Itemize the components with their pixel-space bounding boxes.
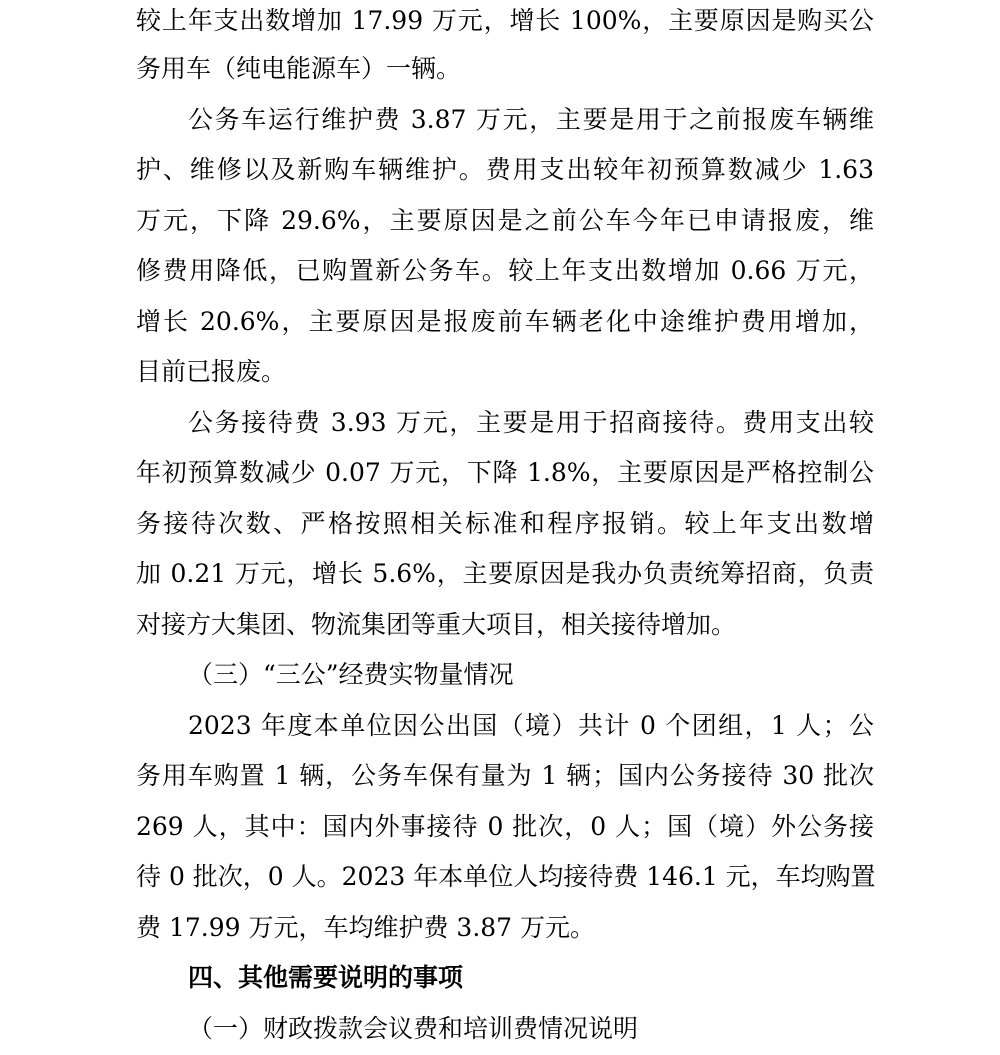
line-text: 增长 20.6%，主要原因是报废前车辆老化中途维护费用增加， xyxy=(136,307,874,336)
section-subheading xyxy=(0,1003,1000,1055)
text-line xyxy=(0,750,1000,802)
text-line xyxy=(0,599,1000,651)
text-line xyxy=(0,851,1000,903)
line-text: 务用车（纯电能源车）一辆。 xyxy=(136,54,462,83)
text-line xyxy=(0,94,1000,146)
text-line xyxy=(0,144,1000,196)
line-text: 较上年支出数增加 17.99 万元，增长 100%，主要原因是购买公 xyxy=(136,6,874,35)
line-text: 费 17.99 万元，车均维护费 3.87 万元。 xyxy=(136,913,596,942)
line-text: 待 0 批次，0 人。2023 年本单位人均接待费 146.1 元，车均购置 xyxy=(136,862,876,891)
text-line xyxy=(0,346,1000,398)
subheading-text: （三）“三公”经费实物量情况 xyxy=(188,660,514,689)
line-text: 年初预算数减少 0.07 万元，下降 1.8%，主要原因是严格控制公 xyxy=(136,458,874,487)
subheading-text: （一）财政拨款会议费和培训费情况说明 xyxy=(188,1014,639,1043)
text-line xyxy=(0,700,1000,752)
line-text: 公务接待费 3.93 万元，主要是用于招商接待。费用支出较 xyxy=(188,408,874,437)
line-text: 加 0.21 万元，增长 5.6%，主要原因是我办负责统筹招商，负责 xyxy=(136,559,874,588)
line-text: 2023 年度本单位因公出国（境）共计 0 个团组，1 人；公 xyxy=(188,711,874,740)
text-line xyxy=(0,245,1000,297)
heading-text: 四、其他需要说明的事项 xyxy=(188,963,464,992)
line-text: 对接方大集团、物流集团等重大项目，相关接待增加。 xyxy=(136,610,737,639)
line-text: 269 人，其中：国内外事接待 0 批次，0 人；国（境）外公务接 xyxy=(136,812,874,841)
text-line xyxy=(0,447,1000,499)
section-subheading xyxy=(0,649,1000,701)
line-text: 万元，下降 29.6%，主要原因是之前公车今年已申请报废，维 xyxy=(136,206,874,235)
section-heading xyxy=(0,952,1000,1004)
text-line xyxy=(0,548,1000,600)
text-line xyxy=(0,296,1000,348)
line-text: 目前已报废。 xyxy=(136,357,287,386)
text-line xyxy=(0,43,1000,95)
text-line xyxy=(0,498,1000,550)
text-line xyxy=(0,397,1000,449)
text-line xyxy=(0,0,1000,47)
text-line xyxy=(0,195,1000,247)
text-line xyxy=(0,902,1000,954)
text-line xyxy=(0,801,1000,853)
line-text: 务接待次数、严格按照相关标准和程序报销。较上年支出数增 xyxy=(136,509,874,538)
line-text: 公务车运行维护费 3.87 万元，主要是用于之前报废车辆维 xyxy=(188,105,874,134)
line-text: 护、维修以及新购车辆维护。费用支出较年初预算数减少 1.63 xyxy=(136,155,874,184)
line-text: 务用车购置 1 辆，公务车保有量为 1 辆；国内公务接待 30 批次 xyxy=(136,761,874,790)
line-text: 修费用降低，已购置新公务车。较上年支出数增加 0.66 万元， xyxy=(136,256,874,285)
